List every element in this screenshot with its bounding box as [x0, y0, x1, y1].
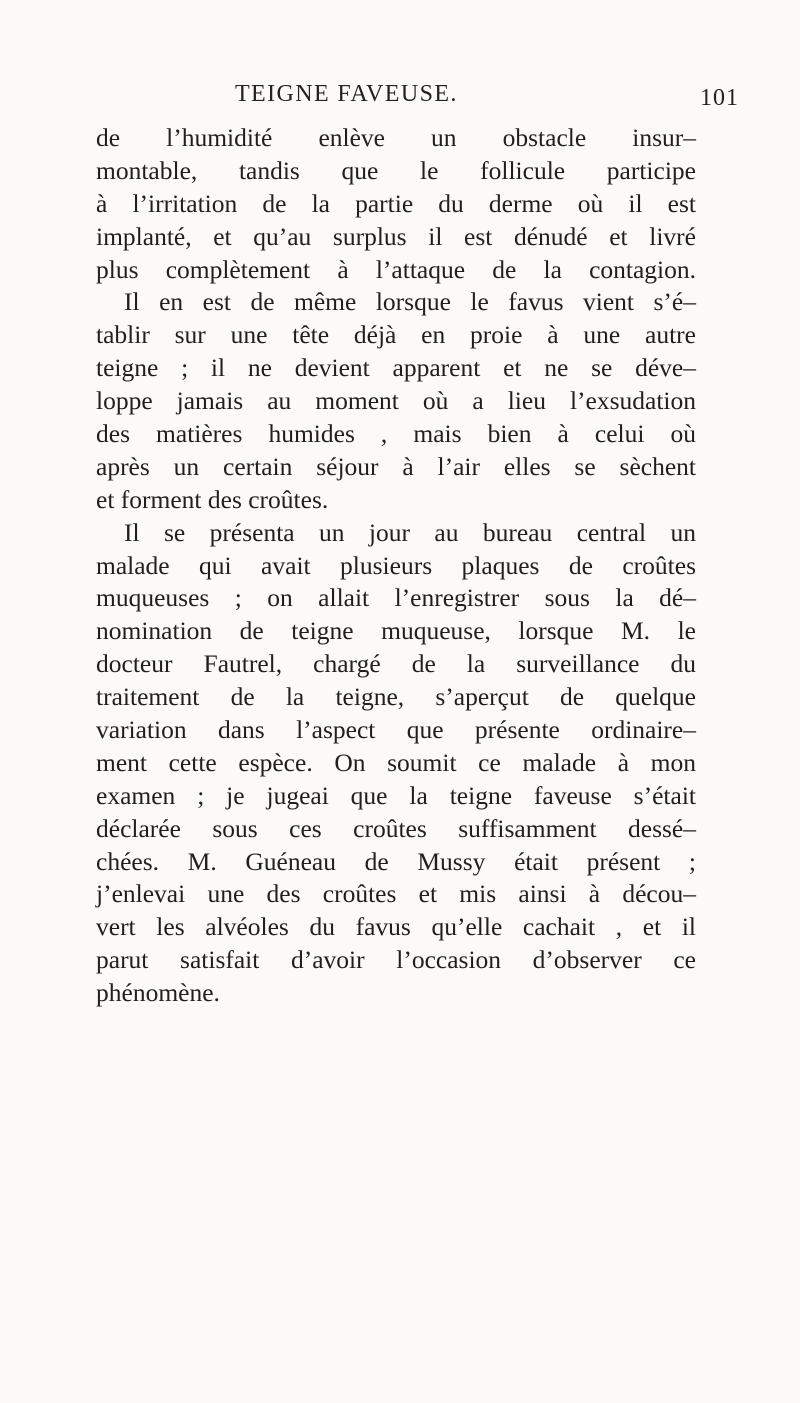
text-line: chées. M. Guéneau de Mussy était présent ;: [96, 846, 696, 876]
text-line: à l’irritation de la partie du derme où il est: [96, 188, 696, 218]
body-text: [96, 122, 696, 1010]
text-line: et forment des croûtes.: [96, 484, 329, 514]
text-line: Il se présenta un jour au bureau central un: [124, 517, 696, 547]
page-number: 101: [700, 85, 739, 111]
text-line: parut satisfait d’avoir l’occasion d’observer ce: [96, 945, 696, 975]
running-title: TEIGNE FAVEUSE.: [235, 81, 458, 107]
text-line: docteur Fautrel, chargé de la surveillance du: [96, 649, 696, 679]
text-line: tablir sur une tête déjà en proie à une autre: [96, 320, 696, 350]
text-line: malade qui avait plusieurs plaques de croûtes: [96, 550, 696, 580]
text-line: nomination de teigne muqueuse, lorsque M. le: [96, 616, 696, 646]
text-line: Il en est de même lorsque le favus vient s’é–: [124, 287, 696, 317]
text-line: j’enlevai une des croûtes et mis ainsi à décou–: [96, 879, 696, 909]
text-line: montable, tandis que le follicule participe: [96, 155, 696, 185]
text-line: variation dans l’aspect que présente ordinaire–: [96, 715, 696, 745]
text-line: examen ; je jugeai que la teigne faveuse s’était: [96, 780, 696, 810]
running-head: [0, 78, 800, 110]
text-line: phénomène.: [96, 978, 220, 1008]
text-line: teigne ; il ne devient apparent et ne se déve–: [96, 353, 696, 383]
text-line: après un certain séjour à l’air elles se sèchent: [96, 451, 696, 481]
text-line: de l’humidité enlève un obstacle insur–: [96, 123, 696, 152]
text-line: loppe jamais au moment où a lieu l’exsudation: [96, 386, 696, 416]
text-line: des matières humides , mais bien à celui où: [96, 419, 696, 449]
text-line: implanté, et qu’au surplus il est dénudé et livré: [96, 221, 696, 251]
text-line: déclarée sous ces croûtes suffisamment dessé–: [96, 813, 696, 843]
text-line: traitement de la teigne, s’aperçut de quelque: [96, 682, 696, 712]
text-line: vert les alvéoles du favus qu’elle cachait , et il: [96, 912, 696, 942]
text-line: plus complètement à l’attaque de la contagion.: [96, 254, 696, 284]
text-line: ment cette espèce. On soumit ce malade à mon: [96, 747, 696, 777]
text-line: muqueuses ; on allait l’enregistrer sous la dé–: [96, 583, 696, 613]
